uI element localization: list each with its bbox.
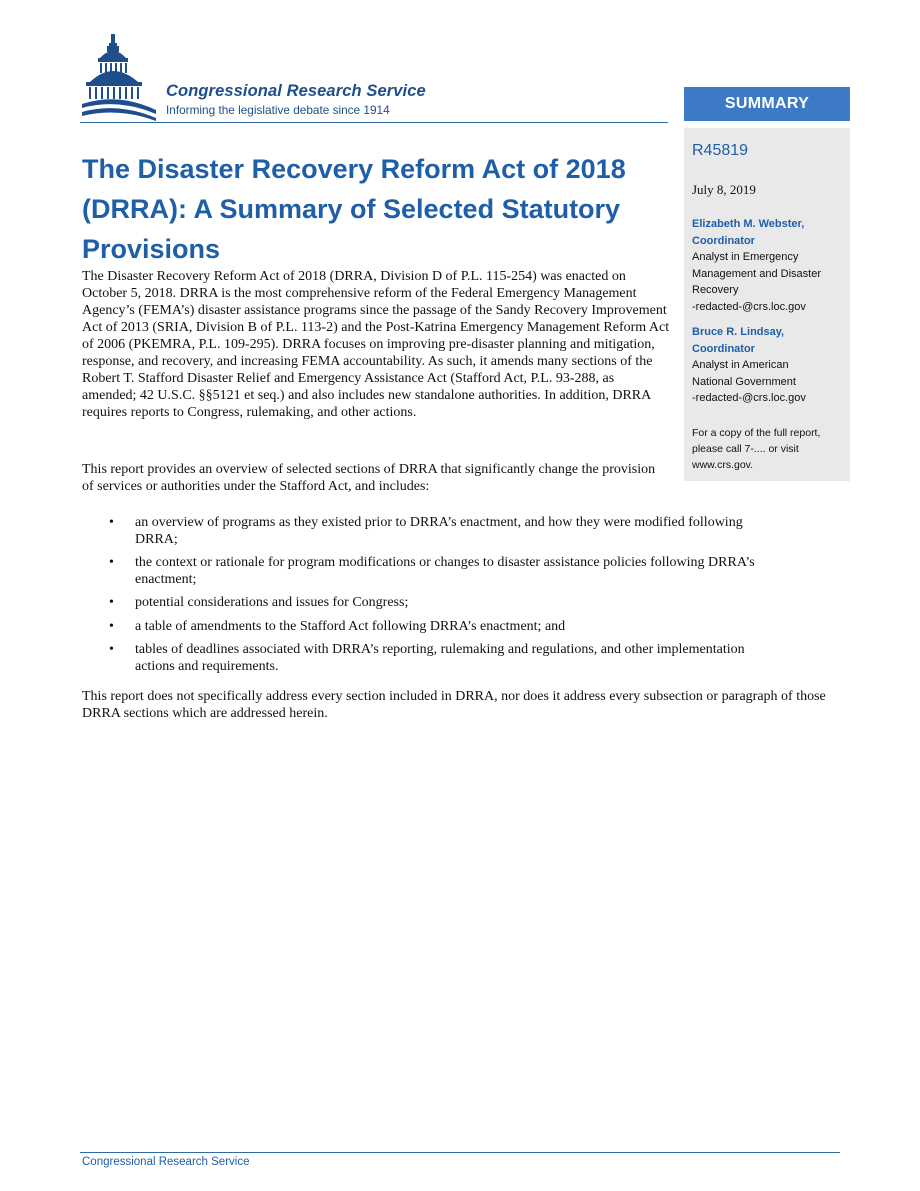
org-tagline: Informing the legislative debate since 1914 <box>166 103 390 117</box>
author-webster <box>692 216 848 315</box>
footer-divider <box>80 1152 840 1153</box>
footer-org-name: Congressional Research Service <box>82 1156 250 1168</box>
author-role: Coordinator <box>692 234 755 247</box>
report-contents-list <box>82 515 782 682</box>
report-date: July 8, 2019 <box>692 182 756 197</box>
org-name: Congressional Research Service <box>166 82 426 100</box>
author-name: Elizabeth M. Webster, <box>692 218 805 230</box>
summary-sidebar <box>684 128 850 481</box>
author-title-line: National Government <box>692 375 796 388</box>
list-item <box>82 642 782 675</box>
author-title-line: Recovery <box>692 284 739 296</box>
author-title-line: Management and Disaster <box>692 267 822 280</box>
author-title-line: Analyst in Emergency <box>692 251 799 263</box>
list-item <box>82 595 782 612</box>
author-name: Bruce R. Lindsay, <box>692 326 785 338</box>
bullet-icon: • <box>109 555 114 570</box>
author-role: Coordinator <box>692 342 755 355</box>
scope-paragraph: This report does not specifically address every section included in DRRA, nor does it address every subsection or paragraph of those DRRA sections which are addressed herein. <box>82 689 826 721</box>
list-item-text: an overview of programs as they existed prior to DRRA’s enactment, and how they were modified following DRRA; <box>135 515 743 547</box>
summary-heading: SUMMARY <box>684 87 850 121</box>
bullet-icon: • <box>109 515 114 530</box>
bullet-icon: • <box>109 595 114 610</box>
list-item-text: a table of amendments to the Stafford Act following DRRA’s enactment; and <box>135 618 566 634</box>
list-item-text: the context or rationale for program modifications or changes to disaster assistance policies following DRRA’s enactment; <box>135 555 755 587</box>
author-email: -redacted-@crs.loc.gov <box>692 300 806 313</box>
list-item <box>82 515 782 548</box>
list-item <box>82 555 782 588</box>
author-lindsay <box>692 324 848 407</box>
author-title-line: Analyst in American <box>692 359 789 371</box>
list-item-text: tables of deadlines associated with DRRA’s reporting, rulemaking and regulations, and other implementation actions and requirements. <box>135 642 745 674</box>
author-email: -redacted-@crs.loc.gov <box>692 392 806 404</box>
capitol-dome-icon <box>80 30 160 122</box>
document-title: The Disaster Recovery Reform Act of 2018 (DRRA): A Summary of Selected Statutory Provisions <box>82 154 626 264</box>
bullet-icon: • <box>109 642 114 657</box>
intro-paragraph: The Disaster Recovery Reform Act of 2018 (DRRA, Division D of P.L. 115-254) was enacted on October 5, 2018. DRRA is the most comprehensive reform of the Federal Emergency Management Agency’s (FEMA’s) disaster assistance programs since the passage of the Sandy Recovery Improvement Act of 2013 (SRIA, Division B of P.L. 113-2) and the Post-Katrina Emergency Management Reform Act of 2006 (PKEMRA, P.L. 109-295). DRRA focuses on improving pre-disaster planning and mitigation, response, and recovery, and increasing FEMA accountability. As such, it amends many sections of the Robert T. Stafford Disaster Relief and Emergency Assistance Act (Stafford Act, P.L. 93-288, as amended; 42 U.S.C. §§5121 et seq.) and also includes new standalone authorities. In addition, DRRA requires reports to Congress, rulemaking, and other actions. <box>82 269 670 420</box>
crs-logo <box>80 30 680 125</box>
list-item-text: potential considerations and issues for Congress; <box>135 595 409 610</box>
overview-paragraph: This report provides an overview of selected sections of DRRA that significantly change the provision of services or authorities under the Stafford Act, and includes: <box>82 462 656 494</box>
list-item <box>82 619 782 636</box>
copy-note: For a copy of the full report, please call 7-.... or visit www.crs.gov. <box>692 427 821 471</box>
bullet-icon: • <box>109 618 114 634</box>
report-number: R45819 <box>692 142 749 159</box>
header-divider <box>80 122 668 123</box>
